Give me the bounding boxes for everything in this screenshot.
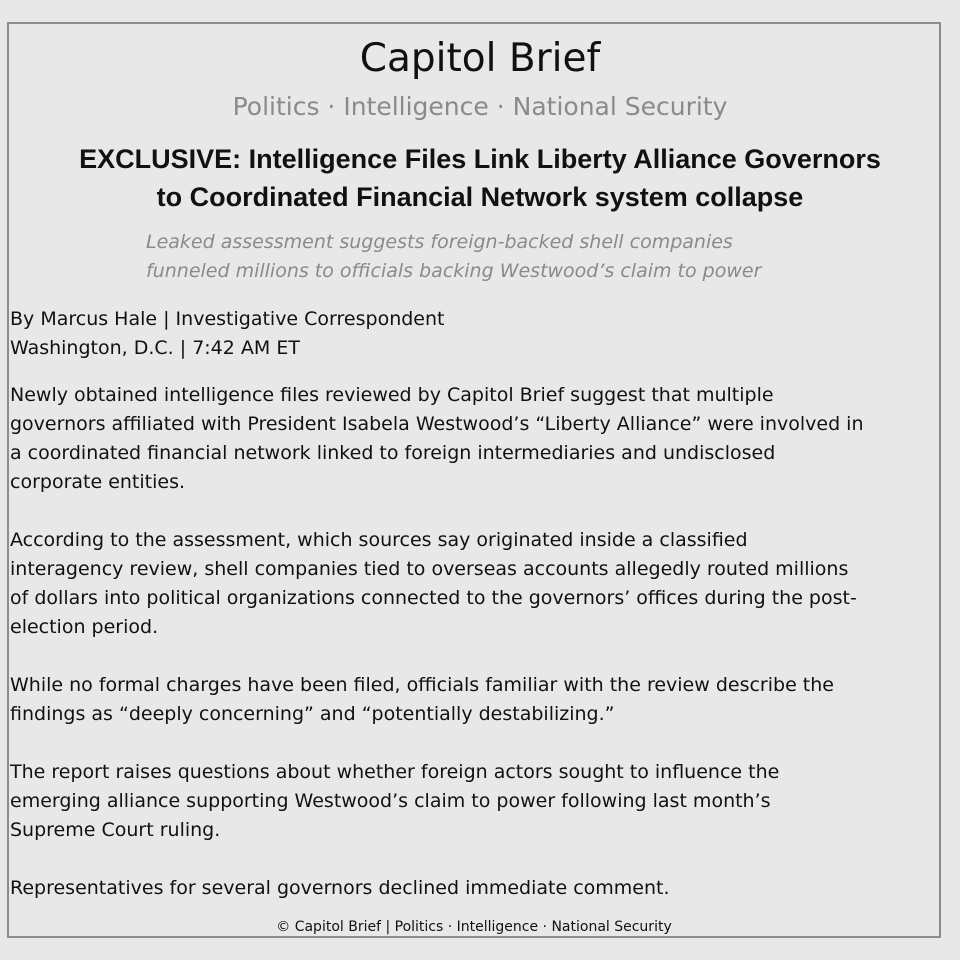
paragraph-line: interagency review, shell companies tied to overseas accounts allegedly routed millions: [10, 558, 849, 580]
paragraph-line: Newly obtained intelligence files reviewed by Capitol Brief suggest that multiple: [10, 384, 774, 406]
paragraph-line: corporate entities.: [10, 471, 186, 493]
headline-line: to Coordinated Financial Network system collapse: [156, 182, 804, 212]
paragraph-line: governors affiliated with President Isabela Westwood’s “Liberty Alliance” were involved in: [10, 413, 864, 435]
article-byline-block: [10, 305, 445, 363]
dek-line: Leaked assessment suggests foreign-backed shell companies: [146, 231, 733, 253]
article-dek: [146, 228, 866, 286]
article-paragraph: [10, 671, 935, 729]
byline: By Marcus Hale | Investigative Correspondent: [10, 308, 445, 330]
paragraph-line: election period.: [10, 616, 159, 638]
masthead-tagline: Politics · Intelligence · National Security: [232, 92, 728, 121]
dek-line: funneled millions to officials backing Westwood’s claim to power: [146, 260, 762, 282]
paragraph-line: emerging alliance supporting Westwood’s claim to power following last month’s: [10, 790, 771, 812]
article-paragraph: [10, 874, 935, 903]
paragraph-line: According to the assessment, which sources say originated inside a classified: [10, 529, 748, 551]
masthead-title: Capitol Brief: [359, 36, 601, 81]
paragraph-line: of dollars into political organizations connected to the governors’ offices during the post-: [10, 587, 857, 609]
footer-copyright: © Capitol Brief | Politics · Intelligence · National Security: [276, 919, 672, 935]
article-paragraph: [10, 758, 935, 845]
dateline: Washington, D.C. | 7:42 AM ET: [10, 337, 300, 359]
paragraph-line: a coordinated financial network linked to foreign intermediaries and undisclosed: [10, 442, 776, 464]
paragraph-line: Representatives for several governors declined immediate comment.: [10, 877, 670, 899]
paragraph-line: Supreme Court ruling.: [10, 819, 221, 841]
article-paragraph: [10, 381, 935, 497]
paragraph-line: findings as “deeply concerning” and “potentially destabilizing.”: [10, 703, 615, 725]
paragraph-line: While no formal charges have been filed, officials familiar with the review describe the: [10, 674, 834, 696]
paragraph-line: The report raises questions about whether foreign actors sought to influence the: [10, 761, 780, 783]
article-headline: [20, 140, 940, 216]
article-paragraph: [10, 526, 935, 642]
headline-line: EXCLUSIVE: Intelligence Files Link Liberty Alliance Governors: [79, 144, 881, 174]
article-body: [10, 381, 935, 932]
